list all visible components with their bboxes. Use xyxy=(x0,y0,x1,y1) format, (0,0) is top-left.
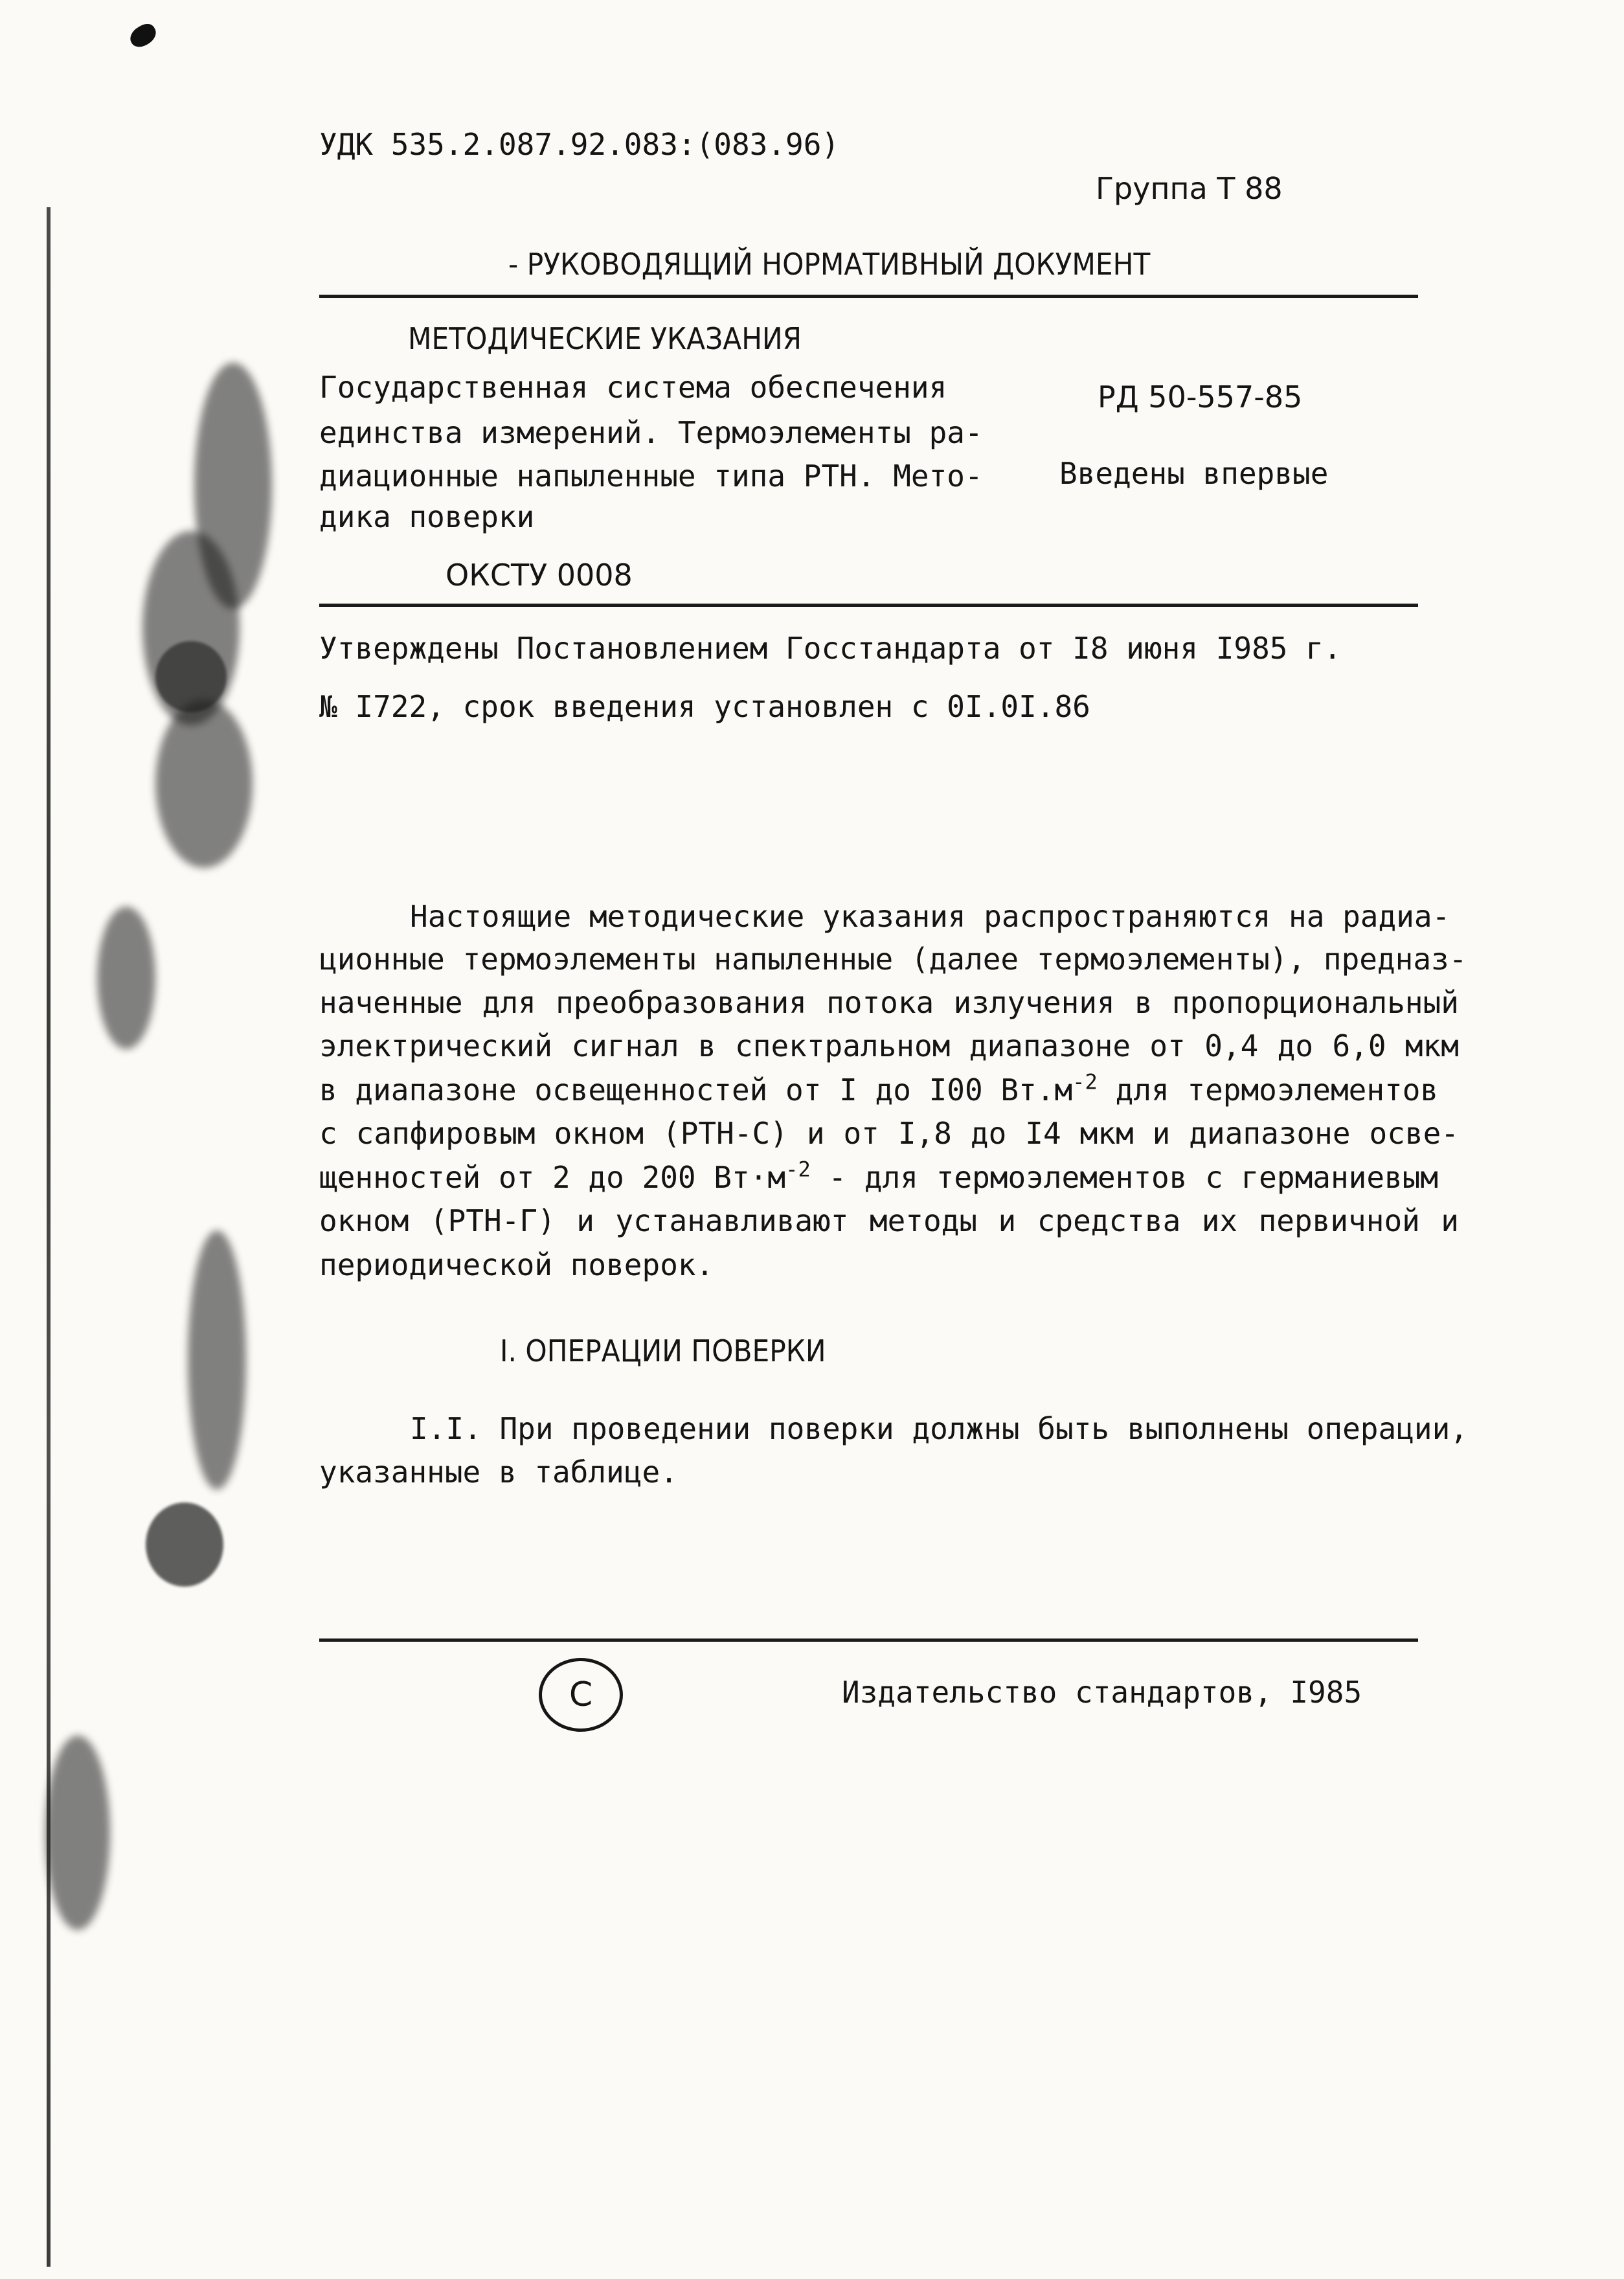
clause-line-2: указанные в таблице. xyxy=(319,1455,678,1490)
body-line-1: Настоящие методические указания распространяются на радиа- xyxy=(410,899,1450,934)
publisher-line: Издательство стандартов, I985 xyxy=(842,1675,1362,1710)
title-line-4: дика поверки xyxy=(319,499,535,534)
body-line-5: в диапазоне освещенностей от I до I00 $Вт.м^{-2}$ для термоэлементов xyxy=(319,1069,1439,1107)
document-type-heading: - РУКОВОДЯЩИЙ НОРМАТИВНЫЙ ДОКУМЕНТ xyxy=(508,247,1151,282)
body-line-8: окном (РТН-Г) и устанавливают методы и средства их первичной и xyxy=(319,1203,1459,1238)
introduced-note: Введены впервые xyxy=(1059,456,1329,491)
title-rule xyxy=(319,604,1418,607)
group-label: Группа Т 88 xyxy=(1096,171,1283,206)
scan-blot xyxy=(146,1502,223,1587)
title-line-2: единства измерений. Термоэлементы ра- xyxy=(319,415,983,450)
body-line-9: периодической поверок. xyxy=(319,1247,714,1282)
ink-spot xyxy=(126,21,159,51)
document-kind: МЕТОДИЧЕСКИЕ УКАЗАНИЯ xyxy=(408,321,802,356)
body-line-7: щенностей от 2 до 200 $Вт\cdot м^{-2}$ - для термоэлементов с германиевым xyxy=(319,1157,1439,1195)
section-heading: I. ОПЕРАЦИИ ПОВЕРКИ xyxy=(500,1333,826,1368)
header-rule xyxy=(319,295,1418,298)
scan-blot xyxy=(155,699,253,868)
approval-line-1: Утверждены Постановлением Госстандарта от I8 июня I985 г. xyxy=(319,631,1342,666)
scan-edge-line xyxy=(47,207,51,2267)
document-code: РД 50-557-85 xyxy=(1098,380,1303,414)
approval-line-2: № I722, срок введения установлен с 0I.0I.86 xyxy=(319,689,1090,724)
title-line-3: диационные напыленные типа РТН. Мето- xyxy=(319,459,983,493)
udk-code: УДК 535.2.087.92.083:(083.96) xyxy=(319,127,840,162)
clause-line-1: I.I. При проведении поверки должны быть выполнены операции, xyxy=(410,1411,1468,1446)
scan-blot xyxy=(97,907,155,1049)
body-line-6: с сапфировым окном (РТН-С) и от I,8 до I4 мкм и диапазоне осве- xyxy=(319,1116,1459,1151)
scan-blot xyxy=(188,1230,246,1490)
body-line-3: наченные для преобразования потока излучения в пропорциональный xyxy=(319,985,1459,1020)
okstu-code: ОКСТУ 0008 xyxy=(445,558,633,593)
body-line-4: электрический сигнал в спектральном диапазоне от 0,4 до 6,0 мкм xyxy=(319,1028,1459,1063)
footer-rule xyxy=(319,1638,1418,1642)
copyright-icon: С xyxy=(539,1658,623,1732)
body-line-2: ционные термоэлементы напыленные (далее термоэлементы), предназ- xyxy=(319,942,1467,977)
title-line-1: Государственная система обеспечения xyxy=(319,370,947,405)
scan-blot xyxy=(45,1736,110,1930)
